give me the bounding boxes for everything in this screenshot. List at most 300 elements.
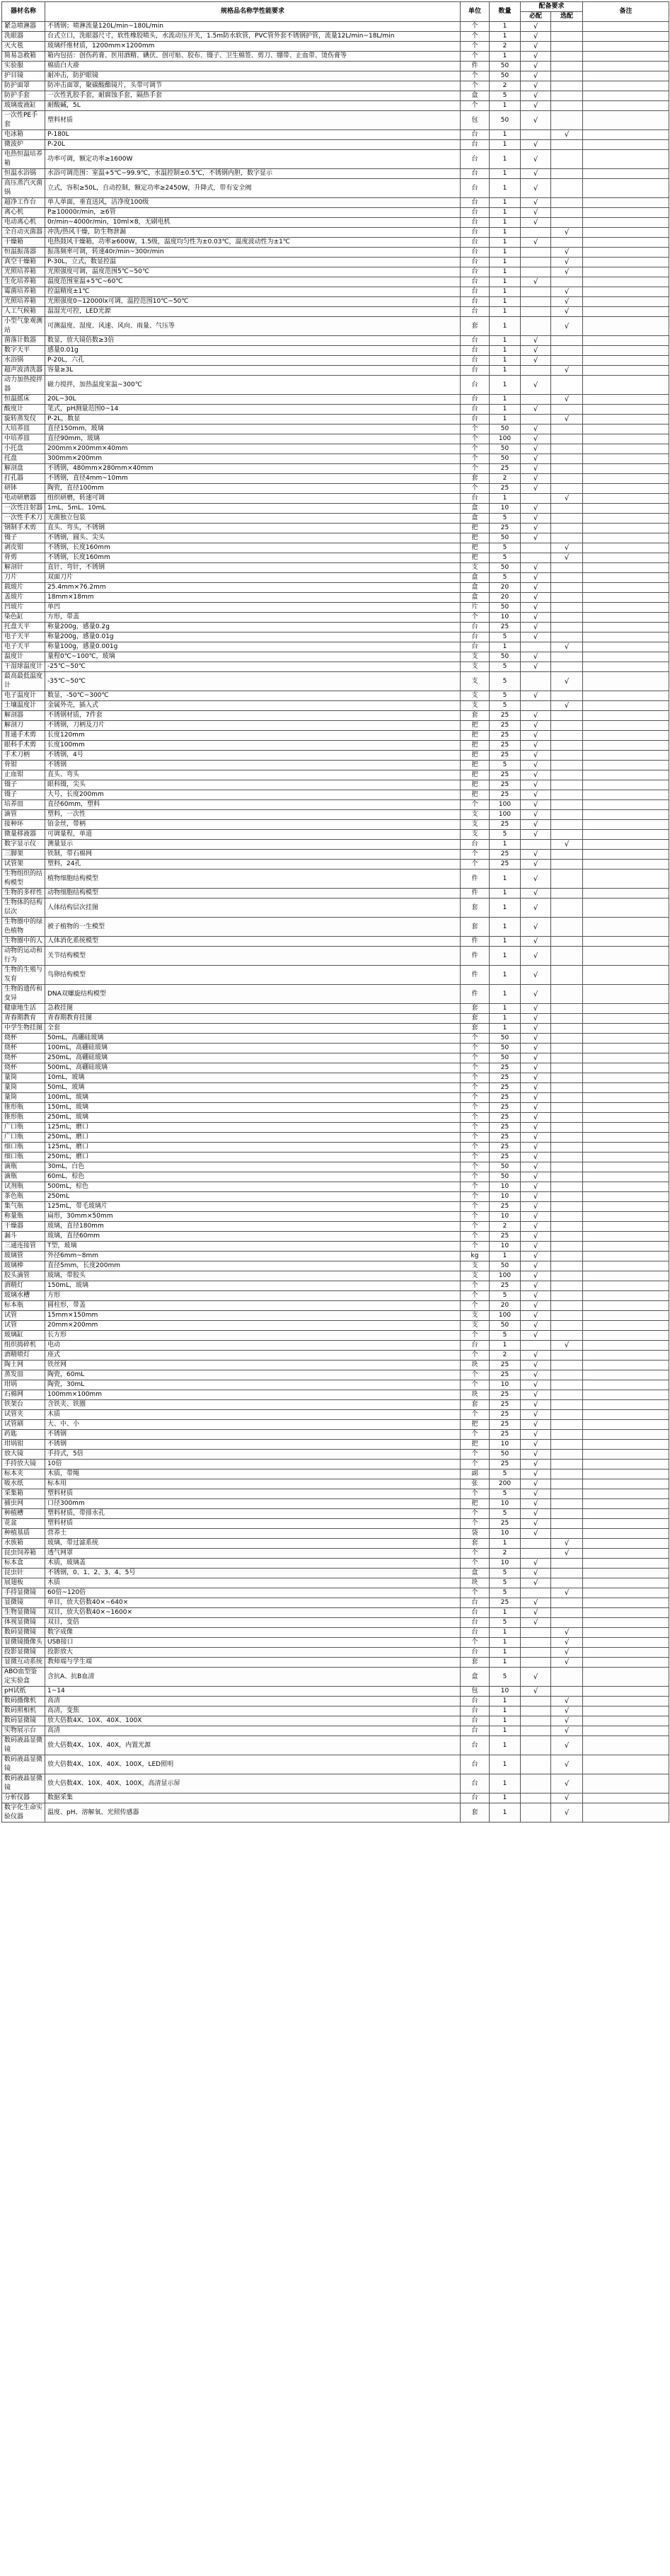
item-unit: 台	[461, 218, 490, 228]
item-unit: 台	[461, 198, 490, 208]
table-row	[2, 662, 669, 672]
item-required-mark: √	[521, 1301, 551, 1311]
table-row	[2, 1361, 669, 1370]
table-row	[2, 563, 669, 573]
item-spec: 测量显示	[45, 840, 461, 850]
item-spec: 鸟卵结构模型	[45, 966, 461, 985]
item-optional-mark: √	[551, 366, 583, 376]
item-unit: 个	[461, 1301, 490, 1311]
item-spec: T型，玻璃	[45, 1242, 461, 1252]
item-name: 洗眼器	[2, 32, 45, 42]
item-name: 简易急救箱	[2, 52, 45, 62]
item-optional-mark: √	[551, 248, 583, 258]
item-required-mark: √	[521, 583, 551, 593]
item-qty: 100	[490, 1311, 521, 1321]
item-qty: 1	[490, 642, 521, 652]
item-optional-mark: √	[551, 258, 583, 267]
table-row	[2, 543, 669, 553]
item-name: 培养皿	[2, 800, 45, 810]
item-qty: 1	[490, 52, 521, 62]
item-name: 超声波清洗器	[2, 366, 45, 376]
item-required-mark: √	[521, 454, 551, 464]
item-qty: 25	[490, 1143, 521, 1153]
item-unit: 个	[461, 850, 490, 860]
item-remark	[583, 1489, 669, 1499]
table-row	[2, 1014, 669, 1024]
table-row	[2, 52, 669, 62]
item-name: 昆虫饲养箱	[2, 1549, 45, 1559]
item-optional-mark	[551, 947, 583, 966]
item-remark	[583, 405, 669, 415]
item-required-mark: √	[521, 1261, 551, 1271]
item-unit: 副	[461, 1469, 490, 1479]
item-spec: 1~14	[45, 1687, 461, 1697]
item-unit: 盒	[461, 593, 490, 603]
item-qty: 2	[490, 1222, 521, 1232]
item-required-mark: √	[521, 1400, 551, 1410]
table-row	[2, 1400, 669, 1410]
item-required-mark: √	[521, 1182, 551, 1192]
item-name: 紧急喷淋器	[2, 22, 45, 32]
item-optional-mark	[551, 1687, 583, 1697]
item-spec: 营养土	[45, 1529, 461, 1539]
item-name: 盖玻片	[2, 593, 45, 603]
item-name: 数码液晶显微镜	[2, 1774, 45, 1794]
item-qty: 25	[490, 623, 521, 633]
item-name: 数字化生命实验仪器	[2, 1803, 45, 1823]
item-name: 防护手套	[2, 91, 45, 101]
item-unit: 套	[461, 1014, 490, 1024]
item-optional-mark: √	[551, 840, 583, 850]
item-required-mark	[521, 1794, 551, 1803]
item-name: 动物的运动和行为	[2, 947, 45, 966]
item-unit: 件	[461, 62, 490, 71]
item-spec: P-30L，立式，数显控温	[45, 258, 461, 267]
table-row	[2, 346, 669, 356]
item-unit: 个	[461, 1638, 490, 1648]
item-unit: 台	[461, 130, 490, 140]
item-optional-mark	[551, 1242, 583, 1252]
item-qty: 10	[490, 1182, 521, 1192]
item-remark	[583, 1311, 669, 1321]
item-qty: 1	[490, 366, 521, 376]
item-qty: 10	[490, 1380, 521, 1390]
item-qty: 10	[490, 1440, 521, 1450]
item-qty: 2	[490, 1549, 521, 1559]
item-optional-mark	[551, 1668, 583, 1687]
item-name: 滴瓶	[2, 1162, 45, 1172]
item-required-mark: √	[521, 1390, 551, 1400]
item-qty: 5	[490, 1489, 521, 1499]
item-qty: 25	[490, 1460, 521, 1469]
item-spec: 玻璃，带过滤系统	[45, 1539, 461, 1549]
item-qty: 10	[490, 1192, 521, 1202]
item-name: 滴瓶	[2, 1172, 45, 1182]
table-row	[2, 1202, 669, 1212]
item-optional-mark	[551, 62, 583, 71]
item-name: 电动离心机	[2, 218, 45, 228]
item-unit: 块	[461, 1361, 490, 1370]
table-row	[2, 1736, 669, 1755]
item-spec: 塑料材质	[45, 111, 461, 130]
table-row	[2, 1430, 669, 1440]
table-row	[2, 434, 669, 444]
table-row	[2, 1034, 669, 1044]
item-name: 昆虫针	[2, 1569, 45, 1578]
item-spec: P-2L，数显	[45, 415, 461, 424]
item-spec: 耐冲击，防护眼镜	[45, 71, 461, 81]
item-qty: 1	[490, 140, 521, 150]
table-row	[2, 533, 669, 543]
item-unit: 块	[461, 1390, 490, 1400]
item-name: 中学生物挂图	[2, 1024, 45, 1034]
item-name: 护目镜	[2, 71, 45, 81]
item-qty: 50	[490, 652, 521, 662]
table-row	[2, 701, 669, 711]
item-remark	[583, 1143, 669, 1153]
item-required-mark	[521, 267, 551, 277]
item-qty: 25	[490, 731, 521, 741]
item-optional-mark	[551, 179, 583, 198]
table-row	[2, 1489, 669, 1499]
item-spec: 称量200g，感量0.01g	[45, 633, 461, 642]
item-unit: 个	[461, 1519, 490, 1529]
item-required-mark: √	[521, 1370, 551, 1380]
item-name: 数码照相机	[2, 1706, 45, 1716]
table-row	[2, 514, 669, 524]
table-row	[2, 454, 669, 464]
item-unit: 件	[461, 870, 490, 889]
item-optional-mark	[551, 583, 583, 593]
item-unit: 台	[461, 405, 490, 415]
item-optional-mark	[551, 1489, 583, 1499]
item-unit: 台	[461, 346, 490, 356]
item-required-mark	[521, 840, 551, 850]
table-row	[2, 623, 669, 633]
item-name: 干湿球温度计	[2, 662, 45, 672]
item-qty: 1	[490, 947, 521, 966]
item-name: 试管	[2, 1321, 45, 1331]
item-required-mark: √	[521, 101, 551, 111]
item-unit: 支	[461, 1261, 490, 1271]
item-name: 微量移液器	[2, 830, 45, 840]
item-remark	[583, 573, 669, 583]
item-unit: 盒	[461, 91, 490, 101]
item-required-mark: √	[521, 662, 551, 672]
item-spec: 塑料，24孔	[45, 860, 461, 870]
item-spec: 200mm×200mm×40mm	[45, 444, 461, 454]
table-row	[2, 1529, 669, 1539]
item-name: 种植基质	[2, 1529, 45, 1539]
item-name: 染色缸	[2, 613, 45, 623]
item-optional-mark: √	[551, 297, 583, 307]
item-required-mark	[521, 494, 551, 504]
item-remark	[583, 62, 669, 71]
item-required-mark	[521, 258, 551, 267]
item-optional-mark	[551, 1103, 583, 1113]
item-name: 铁架台	[2, 1400, 45, 1410]
item-remark	[583, 770, 669, 780]
item-remark	[583, 1034, 669, 1044]
item-spec: 玻璃，直径180mm	[45, 1222, 461, 1232]
item-remark	[583, 1559, 669, 1569]
item-qty: 1	[490, 1794, 521, 1803]
item-qty: 1	[490, 1608, 521, 1618]
item-spec: 放大倍数4X、10X、40X、100X，高清显示屏	[45, 1774, 461, 1794]
item-spec: 教师端与学生端	[45, 1658, 461, 1668]
item-required-mark	[521, 395, 551, 405]
item-required-mark: √	[521, 376, 551, 395]
item-required-mark: √	[521, 1093, 551, 1103]
item-unit: 把	[461, 780, 490, 790]
item-optional-mark	[551, 71, 583, 81]
item-qty: 25	[490, 1281, 521, 1291]
item-unit: 个	[461, 1509, 490, 1519]
item-name: 手持显微镜	[2, 1588, 45, 1598]
item-spec: 功率可调，额定功率≥1600W	[45, 150, 461, 169]
item-optional-mark	[551, 198, 583, 208]
item-spec: 不锈钢	[45, 1440, 461, 1450]
item-name: 陶土网	[2, 1361, 45, 1370]
item-spec: 150mL，玻璃	[45, 1281, 461, 1291]
item-remark	[583, 1024, 669, 1034]
item-qty: 50	[490, 62, 521, 71]
item-remark	[583, 1755, 669, 1774]
item-optional-mark: √	[551, 317, 583, 336]
item-qty: 1	[490, 1014, 521, 1024]
item-remark	[583, 1182, 669, 1192]
item-required-mark: √	[521, 1162, 551, 1172]
table-row	[2, 208, 669, 218]
table-row	[2, 494, 669, 504]
item-required-mark: √	[521, 573, 551, 583]
item-spec: 一次性乳胶手套，耐腐蚀手套，隔热手套	[45, 91, 461, 101]
item-optional-mark	[551, 633, 583, 642]
item-name: 刀片	[2, 573, 45, 583]
item-qty: 1	[490, 101, 521, 111]
item-remark	[583, 1331, 669, 1341]
item-qty: 25	[490, 1430, 521, 1440]
item-required-mark	[521, 672, 551, 691]
item-name: 生物的多样性	[2, 889, 45, 899]
item-unit: 台	[461, 1774, 490, 1794]
item-required-mark	[521, 1774, 551, 1794]
item-remark	[583, 1420, 669, 1430]
item-required-mark: √	[521, 731, 551, 741]
item-spec: 数显，-50℃~300℃	[45, 691, 461, 701]
item-spec: 温度范围室温+5℃~60℃	[45, 277, 461, 287]
item-required-mark: √	[521, 711, 551, 721]
item-qty: 25	[490, 464, 521, 474]
item-remark	[583, 1578, 669, 1588]
item-qty: 5	[490, 633, 521, 642]
item-unit: 支	[461, 672, 490, 691]
item-qty: 25	[490, 1123, 521, 1133]
item-remark	[583, 985, 669, 1004]
item-name: 离心机	[2, 208, 45, 218]
item-remark	[583, 583, 669, 593]
item-optional-mark: √	[551, 701, 583, 711]
item-name: 托盘	[2, 454, 45, 464]
item-optional-mark	[551, 1618, 583, 1628]
item-unit: 台	[461, 267, 490, 277]
item-name: 石棉网	[2, 1390, 45, 1400]
item-remark	[583, 1004, 669, 1014]
item-optional-mark	[551, 454, 583, 464]
item-optional-mark	[551, 1331, 583, 1341]
item-required-mark: √	[521, 71, 551, 81]
item-spec: 直径150mm，玻璃	[45, 424, 461, 434]
item-spec: 25.4mm×76.2mm	[45, 583, 461, 593]
item-spec: 玻璃纤维材质，1200mm×1200mm	[45, 42, 461, 52]
item-spec: 300mm×200mm	[45, 454, 461, 464]
item-unit: 个	[461, 484, 490, 494]
item-required-mark: √	[521, 889, 551, 899]
item-unit: 把	[461, 751, 490, 761]
item-remark	[583, 52, 669, 62]
item-spec: 座式	[45, 1351, 461, 1361]
item-optional-mark	[551, 1370, 583, 1380]
item-name: 显微互动系统	[2, 1658, 45, 1668]
item-name: 数码液晶显微镜	[2, 1755, 45, 1774]
item-spec: 青春期教育挂图	[45, 1014, 461, 1024]
item-required-mark: √	[521, 800, 551, 810]
item-unit: 台	[461, 1608, 490, 1618]
item-qty: 1	[490, 966, 521, 985]
item-required-mark	[521, 1341, 551, 1351]
item-optional-mark	[551, 751, 583, 761]
item-required-mark: √	[521, 356, 551, 366]
item-optional-mark	[551, 1182, 583, 1192]
item-name: 旋转蒸发仪	[2, 415, 45, 424]
table-row	[2, 169, 669, 179]
item-optional-mark	[551, 1133, 583, 1143]
item-unit: 台	[461, 208, 490, 218]
item-unit: 个	[461, 1450, 490, 1460]
item-name: 种植槽	[2, 1509, 45, 1519]
item-unit: 个	[461, 1331, 490, 1341]
item-optional-mark	[551, 1598, 583, 1608]
item-qty: 2	[490, 42, 521, 52]
item-unit: 套	[461, 899, 490, 918]
item-unit: 个	[461, 1281, 490, 1291]
item-optional-mark	[551, 937, 583, 947]
table-row	[2, 1390, 669, 1400]
item-spec: 棉质白大褂	[45, 62, 461, 71]
item-spec: 250mL，磨口	[45, 1153, 461, 1162]
item-qty: 25	[490, 1390, 521, 1400]
item-name: 实验服	[2, 62, 45, 71]
item-remark	[583, 830, 669, 840]
item-unit: 把	[461, 741, 490, 751]
item-unit: 个	[461, 1588, 490, 1598]
item-remark	[583, 81, 669, 91]
item-unit: 把	[461, 1440, 490, 1450]
item-required-mark: √	[521, 1460, 551, 1469]
table-row	[2, 111, 669, 130]
item-optional-mark	[551, 1450, 583, 1460]
item-required-mark: √	[521, 1083, 551, 1093]
item-required-mark: √	[521, 623, 551, 633]
item-name: 青春期教育	[2, 1014, 45, 1024]
item-remark	[583, 179, 669, 198]
table-row	[2, 1153, 669, 1162]
item-qty: 1	[490, 899, 521, 918]
item-required-mark: √	[521, 218, 551, 228]
item-name: 吸水纸	[2, 1479, 45, 1489]
item-spec: 塑料材质，带排水孔	[45, 1509, 461, 1519]
item-optional-mark: √	[551, 1794, 583, 1803]
item-optional-mark	[551, 1499, 583, 1509]
item-required-mark: √	[521, 444, 551, 454]
item-spec: 不锈钢，长度160mm	[45, 553, 461, 563]
item-remark	[583, 1499, 669, 1509]
item-qty: 1	[490, 248, 521, 258]
table-row	[2, 1004, 669, 1014]
table-row	[2, 918, 669, 937]
item-spec: 15mm×150mm	[45, 1311, 461, 1321]
item-optional-mark	[551, 1212, 583, 1222]
item-spec: 50mL，玻璃	[45, 1083, 461, 1093]
item-qty: 1	[490, 1341, 521, 1351]
table-row	[2, 1301, 669, 1311]
item-remark	[583, 1113, 669, 1123]
item-optional-mark	[551, 1380, 583, 1390]
item-spec: 透气网罩	[45, 1549, 461, 1559]
item-optional-mark	[551, 514, 583, 524]
item-spec: 长度100mm	[45, 741, 461, 751]
item-unit: 支	[461, 1271, 490, 1281]
item-qty: 200	[490, 1479, 521, 1489]
item-qty: 50	[490, 454, 521, 464]
item-spec: 长方形	[45, 1331, 461, 1341]
item-optional-mark	[551, 424, 583, 434]
item-unit: 个	[461, 613, 490, 623]
item-spec: 250mL，玻璃	[45, 1113, 461, 1123]
table-row	[2, 101, 669, 111]
item-remark	[583, 1430, 669, 1440]
item-spec: 人体消化系统模型	[45, 937, 461, 947]
item-remark	[583, 613, 669, 623]
item-remark	[583, 297, 669, 307]
item-remark	[583, 780, 669, 790]
item-remark	[583, 731, 669, 741]
item-optional-mark: √	[551, 1716, 583, 1726]
table-row	[2, 1271, 669, 1281]
table-row	[2, 81, 669, 91]
item-qty: 25	[490, 1410, 521, 1420]
item-remark	[583, 1628, 669, 1638]
item-spec: 不锈钢，4号	[45, 751, 461, 761]
item-remark	[583, 434, 669, 444]
item-spec: 手持式，5倍	[45, 1450, 461, 1460]
item-unit: 台	[461, 633, 490, 642]
item-remark	[583, 307, 669, 317]
item-name: 数码摄像机	[2, 1697, 45, 1706]
table-row	[2, 850, 669, 860]
item-required-mark: √	[521, 751, 551, 761]
header-spec: 规格品名称学性能要求	[45, 2, 461, 22]
item-required-mark: √	[521, 721, 551, 731]
item-required-mark: √	[521, 524, 551, 533]
item-name: 数码显微镜	[2, 1716, 45, 1726]
item-unit: 套	[461, 1024, 490, 1034]
item-spec: 木质	[45, 1578, 461, 1588]
item-spec: 冲洗/热风干燥，防生物泄漏	[45, 228, 461, 238]
item-optional-mark	[551, 1430, 583, 1440]
item-unit: 台	[461, 1697, 490, 1706]
item-qty: 25	[490, 1400, 521, 1410]
